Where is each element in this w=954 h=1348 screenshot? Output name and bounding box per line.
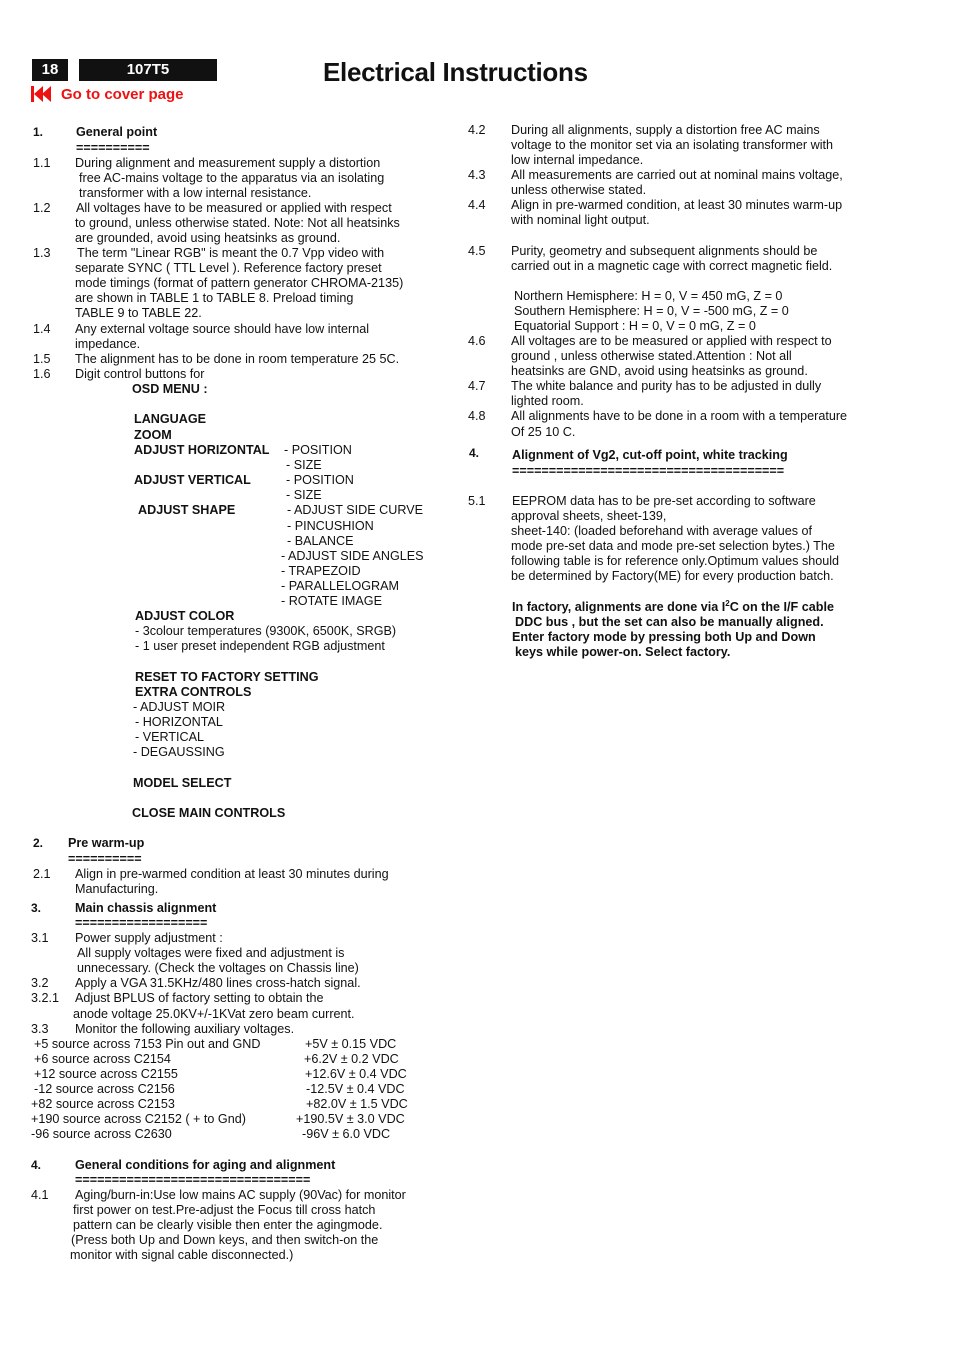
text-line: - ROTATE IMAGE [281,594,382,608]
text-line: +6 source across C2154 [34,1052,171,1066]
text-line: following table is for reference only.Optimum values should [511,554,840,568]
text-line: heatsinks are GND, avoid using heatsinks as ground. [511,364,808,378]
go-to-cover-label: Go to cover page [61,85,184,103]
text-line: All voltages are to be measured or applied with respect to [511,334,832,348]
text-line: ground , unless otherwise stated.Attention : Not all [511,349,792,363]
text-line: - POSITION [284,443,352,457]
text-line: 1.6 [33,367,51,381]
text-line: 4.7 [468,379,486,393]
text-line: - DEGAUSSING [133,745,225,759]
text-line: ZOOM [134,428,172,442]
text-line: mode pre-set data and mode pre-set selection bytes.) The [511,539,835,553]
text-line: 4.1 [31,1188,49,1202]
text-line: 3.1 [31,931,49,945]
text-line: +190 source across C2152 ( + to Gnd) [31,1112,246,1126]
text-line: - 3colour temperatures (9300K, 6500K, SRGB) [135,624,397,638]
text-line: 1.2 [33,201,51,215]
text-line: +190.5V ± 3.0 VDC [296,1112,405,1126]
text-line: unless otherwise stated. [511,183,647,197]
text-line: are shown in TABLE 1 to TABLE 8. Preload timing [75,291,354,305]
text-line: 3.2.1 [31,991,60,1005]
text-line: During alignment and measurement supply a distortion [75,156,381,170]
text-line: to ground, unless otherwise stated. Note: Not all heatsinks [75,216,400,230]
text-line: - HORIZONTAL [135,715,223,729]
text-line: +6.2V ± 0.2 VDC [304,1052,399,1066]
text-line: Alignment of Vg2, cut-off point, white tracking [512,448,788,462]
text-line: - POSITION [286,473,354,487]
text-line: approval sheets, sheet-139, [511,509,667,523]
text-line: Manufacturing. [75,882,159,896]
text-line: Adjust BPLUS of factory setting to obtain the [75,991,324,1005]
text-line: +12.6V ± 0.4 VDC [305,1067,407,1081]
text-line: Aging/burn-in:Use low mains AC supply (90Vac) for monitor [75,1188,406,1202]
text-line: The term "Linear RGB" is meant the 0.7 Vpp video with [77,246,385,260]
text-line: All voltages have to be measured or applied with respect [76,201,392,215]
text-line: - SIZE [286,458,322,472]
text-line: Digit control buttons for [75,367,205,381]
text-line: ===================================== [512,464,785,478]
text-line: 2. [33,836,44,850]
text-line: Pre warm-up [68,836,145,850]
text-line: 4.6 [468,334,486,348]
text-line: 1.4 [33,322,51,336]
text-line: Any external voltage source should have low internal [75,322,370,336]
text-line: 3.3 [31,1022,49,1036]
text-line: All alignments have to be done in a room with a temperature [511,409,848,423]
text-line: with nominal light output. [511,213,650,227]
text-line: 4. [469,446,480,460]
text-line: The alignment has to be done in room temperature 25 5C. [75,352,400,366]
text-line: 5.1 [468,494,486,508]
text-line: 1. [33,125,44,139]
text-line: Main chassis alignment [75,901,217,915]
text-line: EEPROM data has to be pre-set according to software [512,494,816,508]
text-line: 4.8 [468,409,486,423]
text-line: keys while power-on. Select factory. [515,645,731,659]
text-line: - VERTICAL [135,730,205,744]
text-line: Southern Hemisphere: H = 0, V = -500 mG, Z = 0 [514,304,789,318]
text-line: - ADJUST SIDE ANGLES [281,549,424,563]
text-line: 1.3 [33,246,51,260]
text-line: The white balance and purity has to be adjusted in dully [511,379,822,393]
text-line: -96V ± 6.0 VDC [302,1127,391,1141]
text-line: - PARALLELOGRAM [281,579,400,593]
text-line: - PINCUSHION [287,519,374,533]
text-line: General point [76,125,158,139]
text-line: Northern Hemisphere: H = 0, V = 450 mG, Z = 0 [514,289,783,303]
text-line: free AC-mains voltage to the apparatus via an isolating [79,171,385,185]
text-line: Power supply adjustment : [75,931,223,945]
text-line: ADJUST VERTICAL [134,473,251,487]
text-line: 4.4 [468,198,486,212]
text-line: During all alignments, supply a distortion free AC mains [511,123,820,137]
text-line: - SIZE [286,488,322,502]
factory-note-line1: In factory, alignments are done via $I^2C$ on the I/F cable [512,598,834,614]
text-line: monitor with signal cable disconnected.) [70,1248,294,1262]
text-line: Enter factory mode by pressing both Up and Down [512,630,816,644]
text-line: +82.0V ± 1.5 VDC [306,1097,408,1111]
text-line: first power on test.Pre-adjust the Focus till cross hatch [73,1203,376,1217]
text-line: lighted room. [511,394,584,408]
text-line: +5 source across 7153 Pin out and GND [34,1037,261,1051]
text-line: ================== [75,916,208,930]
text-line: 1.1 [33,156,51,170]
text-line: EXTRA CONTROLS [135,685,252,699]
text-line: TABLE 9 to TABLE 22. [75,306,202,320]
text-line: (Press both Up and Down keys, and then switch-on the [71,1233,379,1247]
text-line: 4.3 [468,168,486,182]
factory-note-line2: DDC bus , but the set can also be manually aligned. [515,615,824,629]
text-line: -12.5V ± 0.4 VDC [306,1082,405,1096]
text-line: Align in pre-warmed condition at least 30 minutes during [75,867,389,881]
text-line: -96 source across C2630 [31,1127,172,1141]
text-line: impedance. [75,337,141,351]
text-line: ================================ [75,1173,311,1187]
text-line: ADJUST HORIZONTAL [134,443,270,457]
text-line: Monitor the following auxiliary voltages. [75,1022,295,1036]
text-line: -12 source across C2156 [34,1082,175,1096]
text-line: sheet-140: (loaded beforehand with average values of [511,524,813,538]
page-number: 18 [32,59,68,81]
text-line: are grounded, avoid using heatsinks as ground. [75,231,341,245]
rewind-icon [31,85,53,103]
text-line: unnecessary. (Check the voltages on Chassis line) [77,961,359,975]
text-line: ========== [68,852,142,866]
text-line: - 1 user preset independent RGB adjustment [135,639,385,653]
text-line: - BALANCE [287,534,354,548]
text-line: ========== [76,141,150,155]
text-line: 1.5 [33,352,51,366]
text-line: All supply voltages were fixed and adjustment is [77,946,345,960]
text-line: - ADJUST SIDE CURVE [287,503,423,517]
text-line: separate SYNC ( TTL Level ). Reference factory preset [75,261,382,275]
text-line: +12 source across C2155 [34,1067,178,1081]
text-line: - ADJUST MOIR [133,700,226,714]
go-to-cover-link[interactable] [31,84,184,104]
text-line: Of 25 10 C. [511,425,576,439]
text-line: Apply a VGA 31.5KHz/480 lines cross-hatch signal. [75,976,361,990]
text-line: All measurements are carried out at nominal mains voltage, [511,168,843,182]
text-line: carried out in a magnetic cage with correct magnetic field. [511,259,833,273]
text-line: anode voltage 25.0KV+/-1KVat zero beam current. [73,1007,355,1021]
text-line: ADJUST SHAPE [138,503,236,517]
text-line: Equatorial Support : H = 0, V = 0 mG, Z = 0 [514,319,756,333]
model-label: 107T5 [79,59,217,81]
text-line: ADJUST COLOR [135,609,235,623]
text-line: LANGUAGE [134,412,207,426]
text-line: low internal impedance. [511,153,644,167]
text-line: MODEL SELECT [133,776,232,790]
text-line: be determined by Factory(ME) for every production batch. [511,569,834,583]
text-line: mode timings (format of pattern generator CHROMA-2135) [75,276,404,290]
text-line: +82 source across C2153 [31,1097,175,1111]
text-line: 4.5 [468,244,486,258]
text-line: 2.1 [33,867,51,881]
text-line: CLOSE MAIN CONTROLS [132,806,286,820]
text-line: Purity, geometry and subsequent alignments should be [511,244,818,258]
text-line: 4.2 [468,123,486,137]
text-line: voltage to the monitor set via an isolating transformer with [511,138,833,152]
text-line: 3. [31,901,42,915]
text-line: transformer with a low internal resistance. [79,186,312,200]
text-line: Align in pre-warmed condition, at least 30 minutes warm-up [511,198,843,212]
text-line: General conditions for aging and alignment [75,1158,336,1172]
text-line: - TRAPEZOID [281,564,361,578]
text-line: 4. [31,1158,42,1172]
text-line: OSD MENU : [132,382,208,396]
text-line: +5V ± 0.15 VDC [305,1037,397,1051]
text-line: RESET TO FACTORY SETTING [135,670,319,684]
text-line: pattern can be clearly visible then enter the agingmode. [73,1218,383,1232]
page-title: Electrical Instructions [323,57,588,87]
text-line: 3.2 [31,976,49,990]
